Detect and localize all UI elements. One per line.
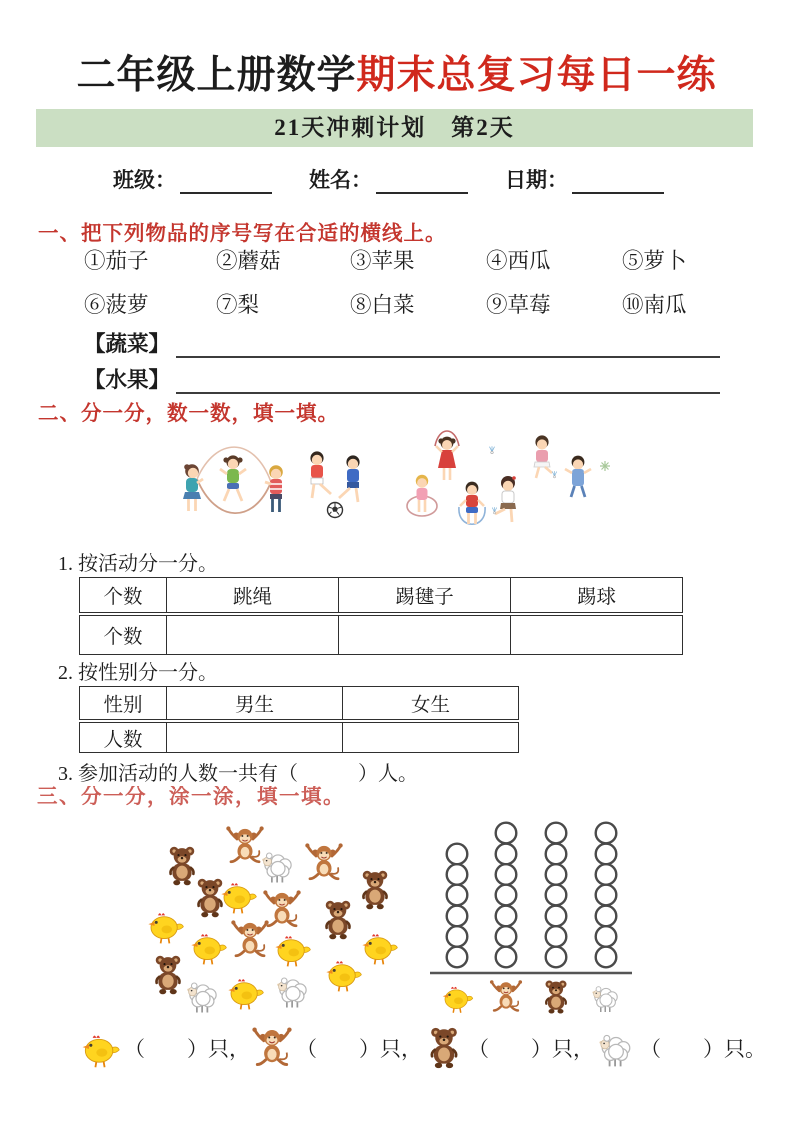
date-blank[interactable]: [572, 168, 664, 194]
name-blank[interactable]: [376, 168, 468, 194]
activity-count-cell-1[interactable]: [167, 614, 339, 655]
chick-count-blank[interactable]: （ ）只，: [124, 1037, 250, 1061]
date-label: 日期：: [505, 168, 568, 192]
item-10: ⑩南瓜: [622, 293, 687, 317]
shuttlecock-icon: [552, 471, 557, 478]
bear-count-blank[interactable]: （ ）只，: [468, 1037, 594, 1061]
shuttlecock-girl-pink: [534, 435, 552, 478]
activity-count-cell-3[interactable]: [511, 614, 683, 655]
count-item-chick: [78, 1026, 250, 1070]
sheep-icon: [262, 853, 291, 882]
class-label: 班级：: [113, 168, 176, 192]
monkey-count-blank[interactable]: （ ）只，: [296, 1037, 422, 1061]
sheep-icon: [592, 987, 617, 1012]
monkey-icon: [231, 920, 268, 955]
count-item-monkey: [250, 1026, 422, 1070]
vegetable-answer-blank[interactable]: [176, 330, 720, 358]
count-question-row: [78, 1026, 766, 1070]
count-item-bear: [422, 1026, 594, 1070]
activity-table: [79, 577, 683, 655]
gender-table-header-row: [80, 687, 519, 722]
jump-rope-group: [183, 447, 283, 513]
banner: [36, 109, 753, 147]
class-field: [113, 164, 272, 194]
gender-row-label: 人数: [80, 721, 167, 753]
shuttlecock-icon: [490, 446, 495, 454]
tally-column-sheep[interactable]: [596, 823, 617, 968]
banner-text: 21天冲刺计划 第2天: [274, 115, 515, 140]
section3-heading: 三、分一分，涂一涂，填一填。: [37, 786, 345, 808]
activity-table-header-row: [80, 578, 683, 615]
item-2: ②蘑菇: [216, 249, 281, 273]
name-label: 姓名：: [309, 168, 372, 192]
tally-column-chick[interactable]: [447, 844, 468, 968]
question-1-label: 1. 按活动分一分。: [58, 553, 218, 575]
chick-icon: [191, 934, 226, 964]
animal-scatter: [118, 816, 448, 1024]
title-black: 二年级上册数学: [76, 54, 357, 97]
gender-header-girls: 女生: [343, 687, 519, 722]
football-icon: [328, 503, 343, 518]
football-group: [310, 451, 359, 517]
chick-icon: [443, 987, 473, 1013]
activity-count-cell-2[interactable]: [339, 614, 511, 655]
gender-header-boys: 男生: [167, 687, 343, 722]
tally-chart: [428, 816, 658, 1024]
shuttlecock-icon: [600, 461, 610, 471]
student-info-row: [113, 164, 701, 194]
sheep-count-blank[interactable]: （ ）只。: [640, 1037, 766, 1061]
date-field: [505, 164, 664, 194]
item-6: ⑥菠萝: [84, 293, 149, 317]
activity-header-football: 踢球: [511, 578, 683, 615]
gender-table: [79, 686, 519, 753]
skipping-boy-red-shirt: [459, 482, 485, 525]
item-9: ⑨草莓: [486, 293, 551, 317]
item-3: ③苹果: [350, 249, 415, 273]
page-title: [0, 44, 793, 100]
monkey-icon: [250, 1026, 294, 1070]
vegetable-label: 【蔬菜】: [84, 332, 171, 356]
title-red: 期末总复习每日一练: [356, 54, 717, 97]
fruit-answer-blank[interactable]: [176, 366, 720, 394]
class-blank[interactable]: [180, 168, 272, 194]
tally-column-bear[interactable]: [546, 823, 567, 968]
chick-icon: [228, 979, 263, 1009]
item-7: ⑦梨: [216, 293, 260, 317]
item-5: ⑤萝卜: [622, 249, 687, 273]
jumping-girl: [220, 455, 246, 501]
football-boy-red: [310, 451, 331, 498]
bear-icon: [363, 871, 388, 910]
section2-heading: 二、分一分，数一数，填一填。: [38, 403, 339, 425]
monkey-icon: [490, 980, 522, 1010]
chick-icon: [362, 934, 397, 964]
gender-count-cell-1[interactable]: [167, 721, 343, 753]
skipping-girl-red-dress: [435, 431, 459, 480]
children-activities-illustration: [150, 418, 620, 536]
item-4: ④西瓜: [486, 249, 551, 273]
monkey-icon: [226, 826, 263, 861]
activity-header-jump-rope: 跳绳: [167, 578, 339, 615]
gender-header-0: 性别: [80, 687, 167, 722]
tally-column-monkey[interactable]: [496, 823, 517, 968]
bear-icon: [156, 956, 181, 995]
bear-icon: [546, 981, 567, 1014]
activity-table-data-row: [80, 614, 683, 655]
item-8: ⑧白菜: [350, 293, 415, 317]
activity-row-label: 个数: [80, 614, 167, 655]
name-field: [309, 164, 468, 194]
monkey-icon: [263, 890, 300, 925]
sheep-icon: [594, 1026, 638, 1070]
chick-icon: [275, 936, 310, 966]
bear-icon: [326, 901, 351, 940]
chick-icon: [326, 961, 361, 991]
count-item-sheep: [594, 1026, 766, 1070]
activity-header-0: 个数: [80, 578, 167, 615]
section1-heading: 一、把下列物品的序号写在合适的横线上。: [38, 223, 447, 245]
sheep-icon: [187, 983, 216, 1012]
bear-icon: [198, 879, 223, 918]
monkey-icon: [305, 843, 342, 878]
chick-icon: [221, 883, 256, 913]
fruit-label: 【水果】: [84, 368, 171, 392]
bear-icon: [422, 1026, 466, 1070]
hoop-rope-girl: [407, 475, 437, 516]
gender-count-cell-2[interactable]: [343, 721, 519, 753]
item-list: [84, 246, 732, 320]
chick-icon: [148, 913, 183, 943]
bear-icon: [170, 847, 195, 886]
fruit-line: [84, 364, 720, 394]
question-3-label: 3. 参加活动的人数一共有（ ）人。: [58, 763, 418, 785]
sheep-icon: [277, 978, 306, 1007]
vegetable-line: [84, 328, 720, 358]
shuttlecock-girl-white: [495, 476, 516, 522]
shuttlecock-boy-overalls: [565, 456, 591, 497]
football-boy-blue: [339, 455, 360, 502]
item-1: ①茄子: [84, 249, 149, 273]
chick-icon: [78, 1026, 122, 1070]
activity-header-shuttlecock: 踢毽子: [339, 578, 511, 615]
gender-table-data-row: [80, 721, 519, 753]
question-2-label: 2. 按性别分一分。: [58, 662, 218, 684]
